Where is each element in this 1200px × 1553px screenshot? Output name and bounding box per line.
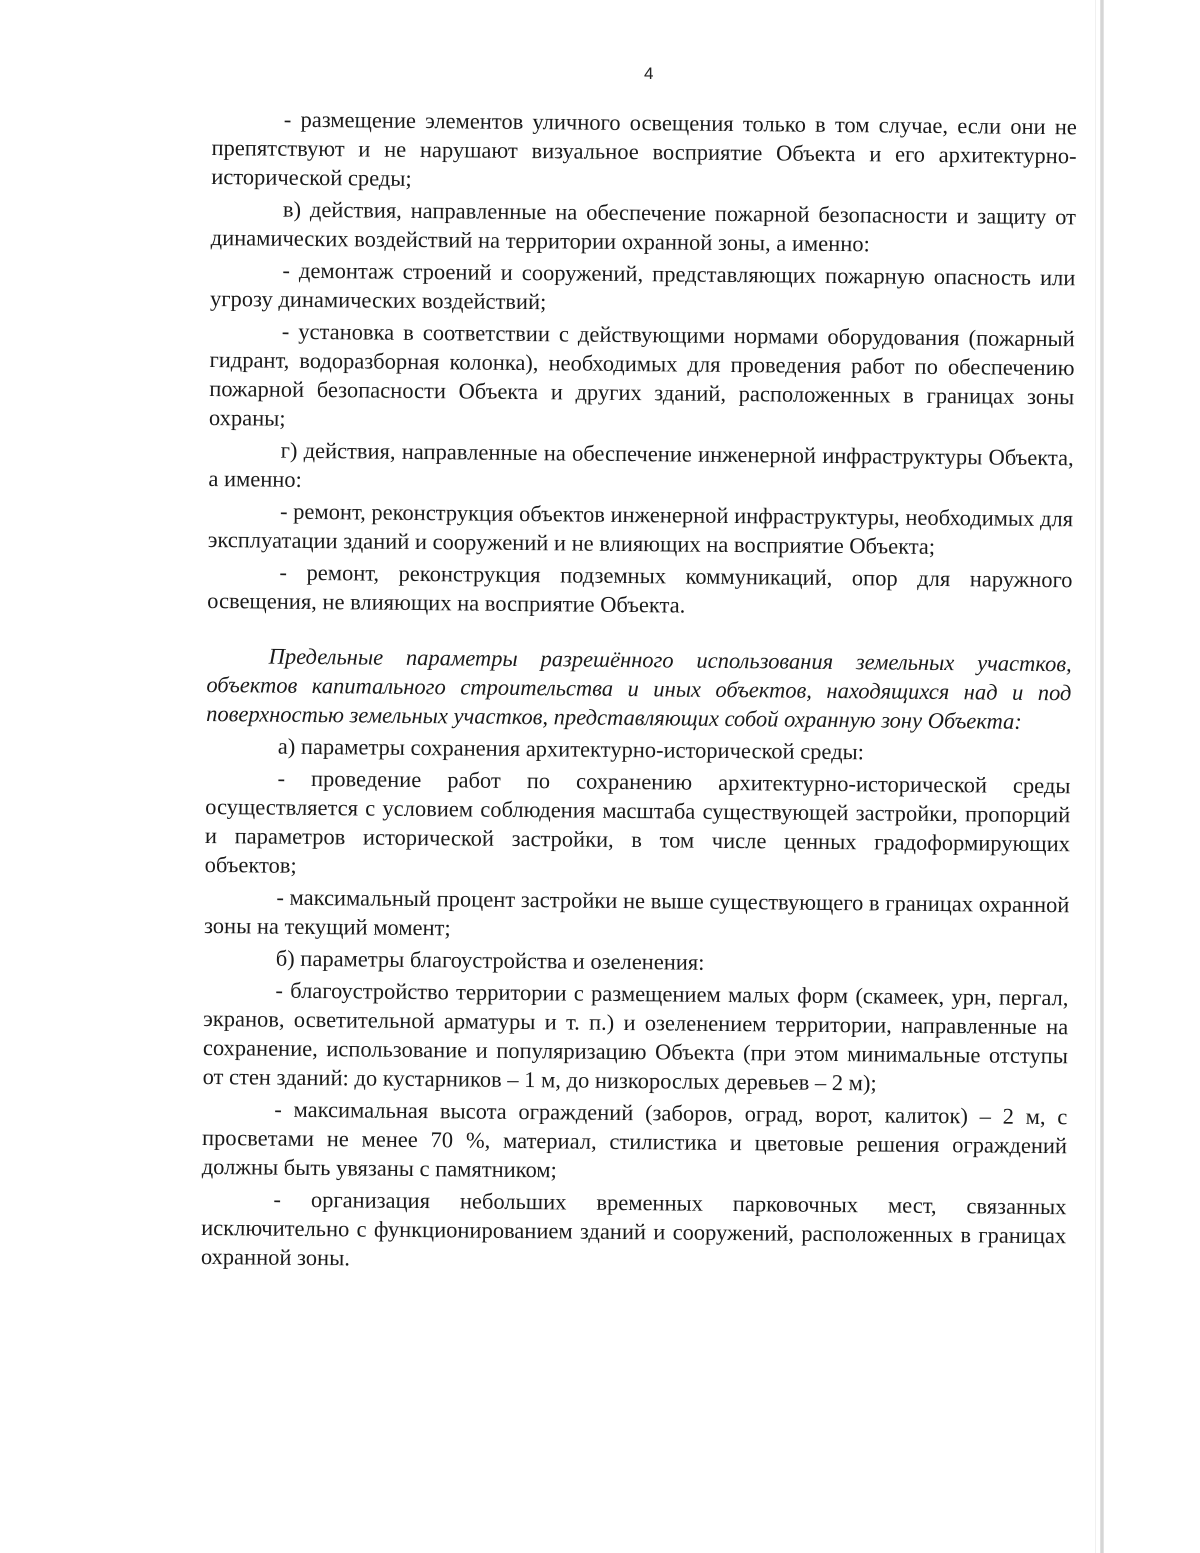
paragraph-preservation-works: - проведение работ по сохранению архитектурно-исторической среды осуществляется с условием соблюдения масштаба существующей застройки, пропорций и параметров исторической застройки, в том числе ценных градоформирующих объектов; xyxy=(204,765,1071,878)
page-number: 4 xyxy=(644,64,654,83)
section-heading-parameters: Предельные параметры разрешённого использования земельных участков, объектов капитального строительства и иных объектов, находящихся над и под поверхностью земельных участков, представляющих собой охранную зону Объекта: xyxy=(206,643,1072,734)
paragraph-preservation-parameters: а) параметры сохранения архитектурно-исторической среды: xyxy=(277,733,865,765)
paragraph-fire-safety: в) действия, направленные на обеспечение пожарной безопасности и защиту от динамических воздействий на территории охранной зоны, а именно: xyxy=(210,196,1077,257)
scan-edge-shadow xyxy=(1095,0,1096,1553)
paragraph-landscaping: - благоустройство территории с размещением малых форм (скамеек, урн, пергал, экранов, осветительной арматуры и т. п.) и озеленением территории, направленные на сохранение, использование и популяризацию Объекта (при этом минимальные отступы от стен зданий: до кустарников – 1 м, до низкорослых деревьев – 2 м); xyxy=(202,977,1069,1096)
paragraph-max-building-percent: - максимальный процент застройки не выше существующего в границах охранной зоны на текущий момент; xyxy=(203,884,1070,941)
paragraph-demolition: - демонтаж строений и сооружений, представляющих пожарную опасность или угрозу динамических воздействий; xyxy=(210,257,1076,315)
paragraph-street-lighting: - размещение элементов уличного освещения только в том случае, если они не препятствуют и не нарушают визуальное восприятие Объекта и его архитектурно-исторической среды; xyxy=(211,106,1077,191)
paragraph-infrastructure-repair: - ремонт, реконструкция объектов инженерной инфраструктуры, необходимых для эксплуатации зданий и сооружений и не влияющих на восприятие Объекта; xyxy=(207,498,1074,559)
paragraph-engineering: г) действия, направленные на обеспечение инженерной инфраструктуры Объекта, а именно: xyxy=(208,437,1074,492)
scan-page-edge xyxy=(1100,0,1104,1553)
paragraph-fence-height: - максимальная высота ограждений (заборов, оград, ворот, калиток) – 2 м, с просветами не менее 70 %, материал, стилистика и цветовые решения ограждений должны быть увязаны с памятником; xyxy=(201,1096,1068,1183)
document-body xyxy=(201,104,1077,1282)
paragraph-landscaping-parameters: б) параметры благоустройства и озеленения: xyxy=(275,945,705,975)
paragraph-parking: - организация небольших временных парковочных мест, связанных исключительно с функционированием зданий и сооружений, расположенных в границах охранной зоны. xyxy=(200,1186,1067,1271)
paragraph-underground-repair: - ремонт, реконструкция подземных коммуникаций, опор для наружного освещения, не влияющих на восприятие Объекта. xyxy=(207,559,1073,618)
paragraph-equipment-installation: - установка в соответствии с действующими нормами оборудования (пожарный гидрант, водоразборная колонка), необходимых для проведения работ по обеспечению пожарной безопасности Объекта и других зданий, расположенных в границах зоны охраны; xyxy=(208,318,1075,431)
